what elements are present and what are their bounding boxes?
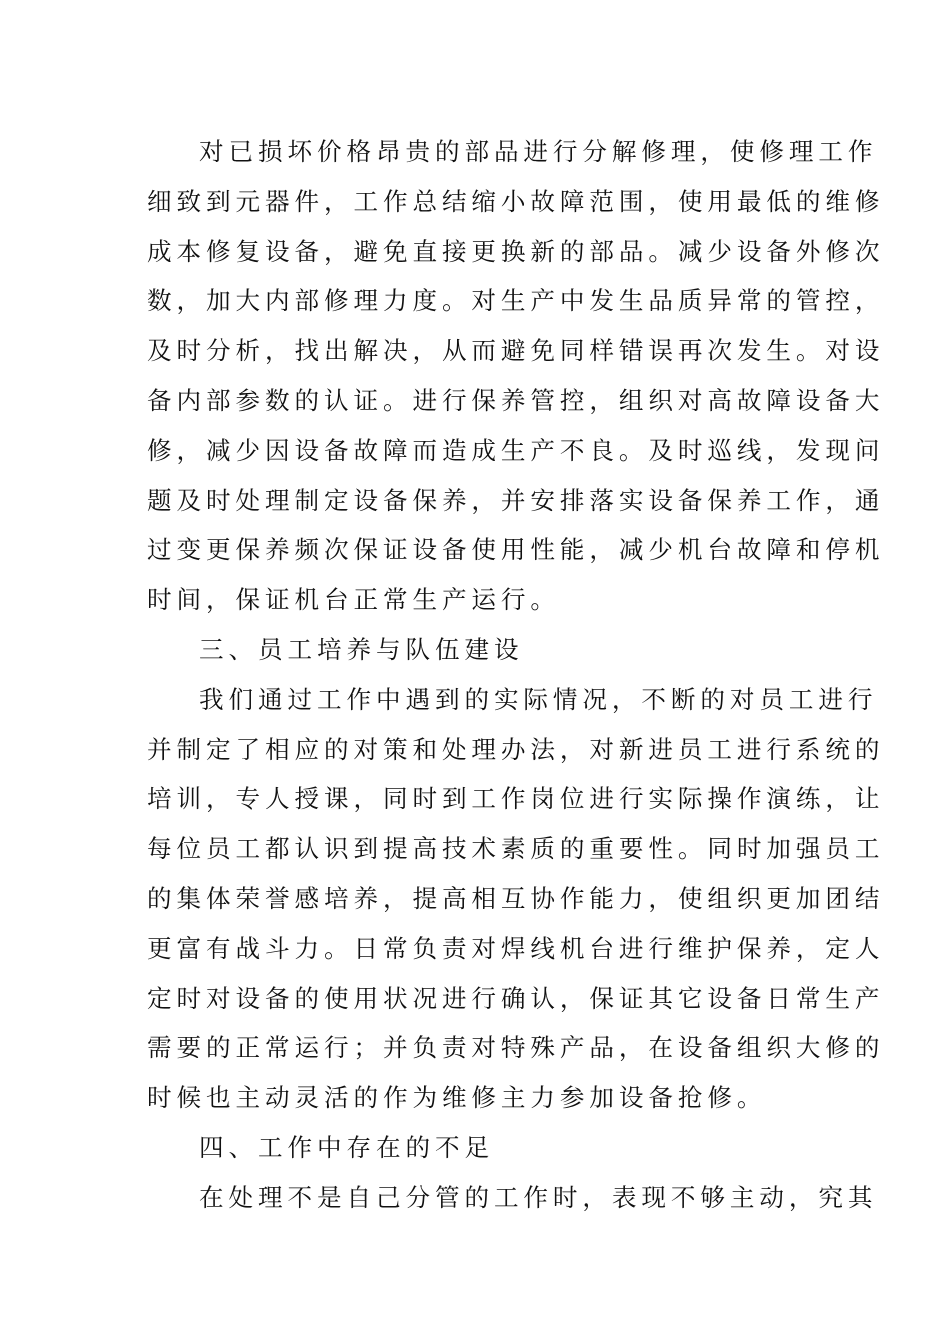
text-line: 需要的正常运行；并负责对特殊产品，在设备组织大修的 bbox=[147, 1033, 885, 1063]
document-body bbox=[147, 127, 885, 1223]
section-heading-staff-training: 三、员工培养与队伍建设 bbox=[199, 634, 524, 664]
text-line: 数，加大内部修理力度。对生产中发生品质异常的管控， bbox=[147, 286, 885, 316]
text-line: 时候也主动灵活的作为维修主力参加设备抢修。 bbox=[147, 1083, 767, 1113]
text-line: 修，减少因设备故障而造成生产不良。及时巡线，发现问 bbox=[147, 435, 885, 465]
text-line: 细致到元器件，工作总结缩小故障范围，使用最低的维修 bbox=[147, 186, 885, 216]
text-line: 每位员工都认识到提高技术素质的重要性。同时加强员工 bbox=[147, 834, 885, 864]
text-line: 的集体荣誉感培养，提高相互协作能力，使组织更加团结 bbox=[147, 883, 885, 913]
paragraph-staff-training bbox=[147, 675, 885, 1123]
text-line: 备内部参数的认证。进行保养管控，组织对高故障设备大 bbox=[147, 385, 885, 415]
text-line: 更富有战斗力。日常负责对焊线机台进行维护保养，定人 bbox=[147, 933, 885, 963]
section-heading-shortcomings: 四、工作中存在的不足 bbox=[199, 1132, 494, 1162]
paragraph-repair-work bbox=[147, 127, 885, 625]
text-line: 成本修复设备，避免直接更换新的部品。减少设备外修次 bbox=[147, 236, 885, 266]
text-line: 对已损坏价格昂贵的部品进行分解修理，使修理工作 bbox=[199, 137, 878, 166]
text-line: 培训，专人授课，同时到工作岗位进行实际操作演练，让 bbox=[147, 784, 885, 814]
text-line: 在处理不是自己分管的工作时，表现不够主动，究其 bbox=[199, 1182, 878, 1212]
text-line: 我们通过工作中遇到的实际情况，不断的对员工进行 bbox=[199, 684, 878, 714]
text-line: 时间，保证机台正常生产运行。 bbox=[147, 585, 560, 615]
text-line: 及时分析，找出解决，从而避免同样错误再次发生。对设 bbox=[147, 336, 885, 366]
text-line: 过变更保养频次保证设备使用性能，减少机台故障和停机 bbox=[147, 535, 885, 565]
text-line: 题及时处理制定设备保养，并安排落实设备保养工作，通 bbox=[147, 485, 885, 515]
text-line: 定时对设备的使用状况进行确认，保证其它设备日常生产 bbox=[147, 983, 885, 1013]
text-line: 并制定了相应的对策和处理办法，对新进员工进行系统的 bbox=[147, 734, 885, 764]
paragraph-shortcomings bbox=[147, 1173, 878, 1223]
